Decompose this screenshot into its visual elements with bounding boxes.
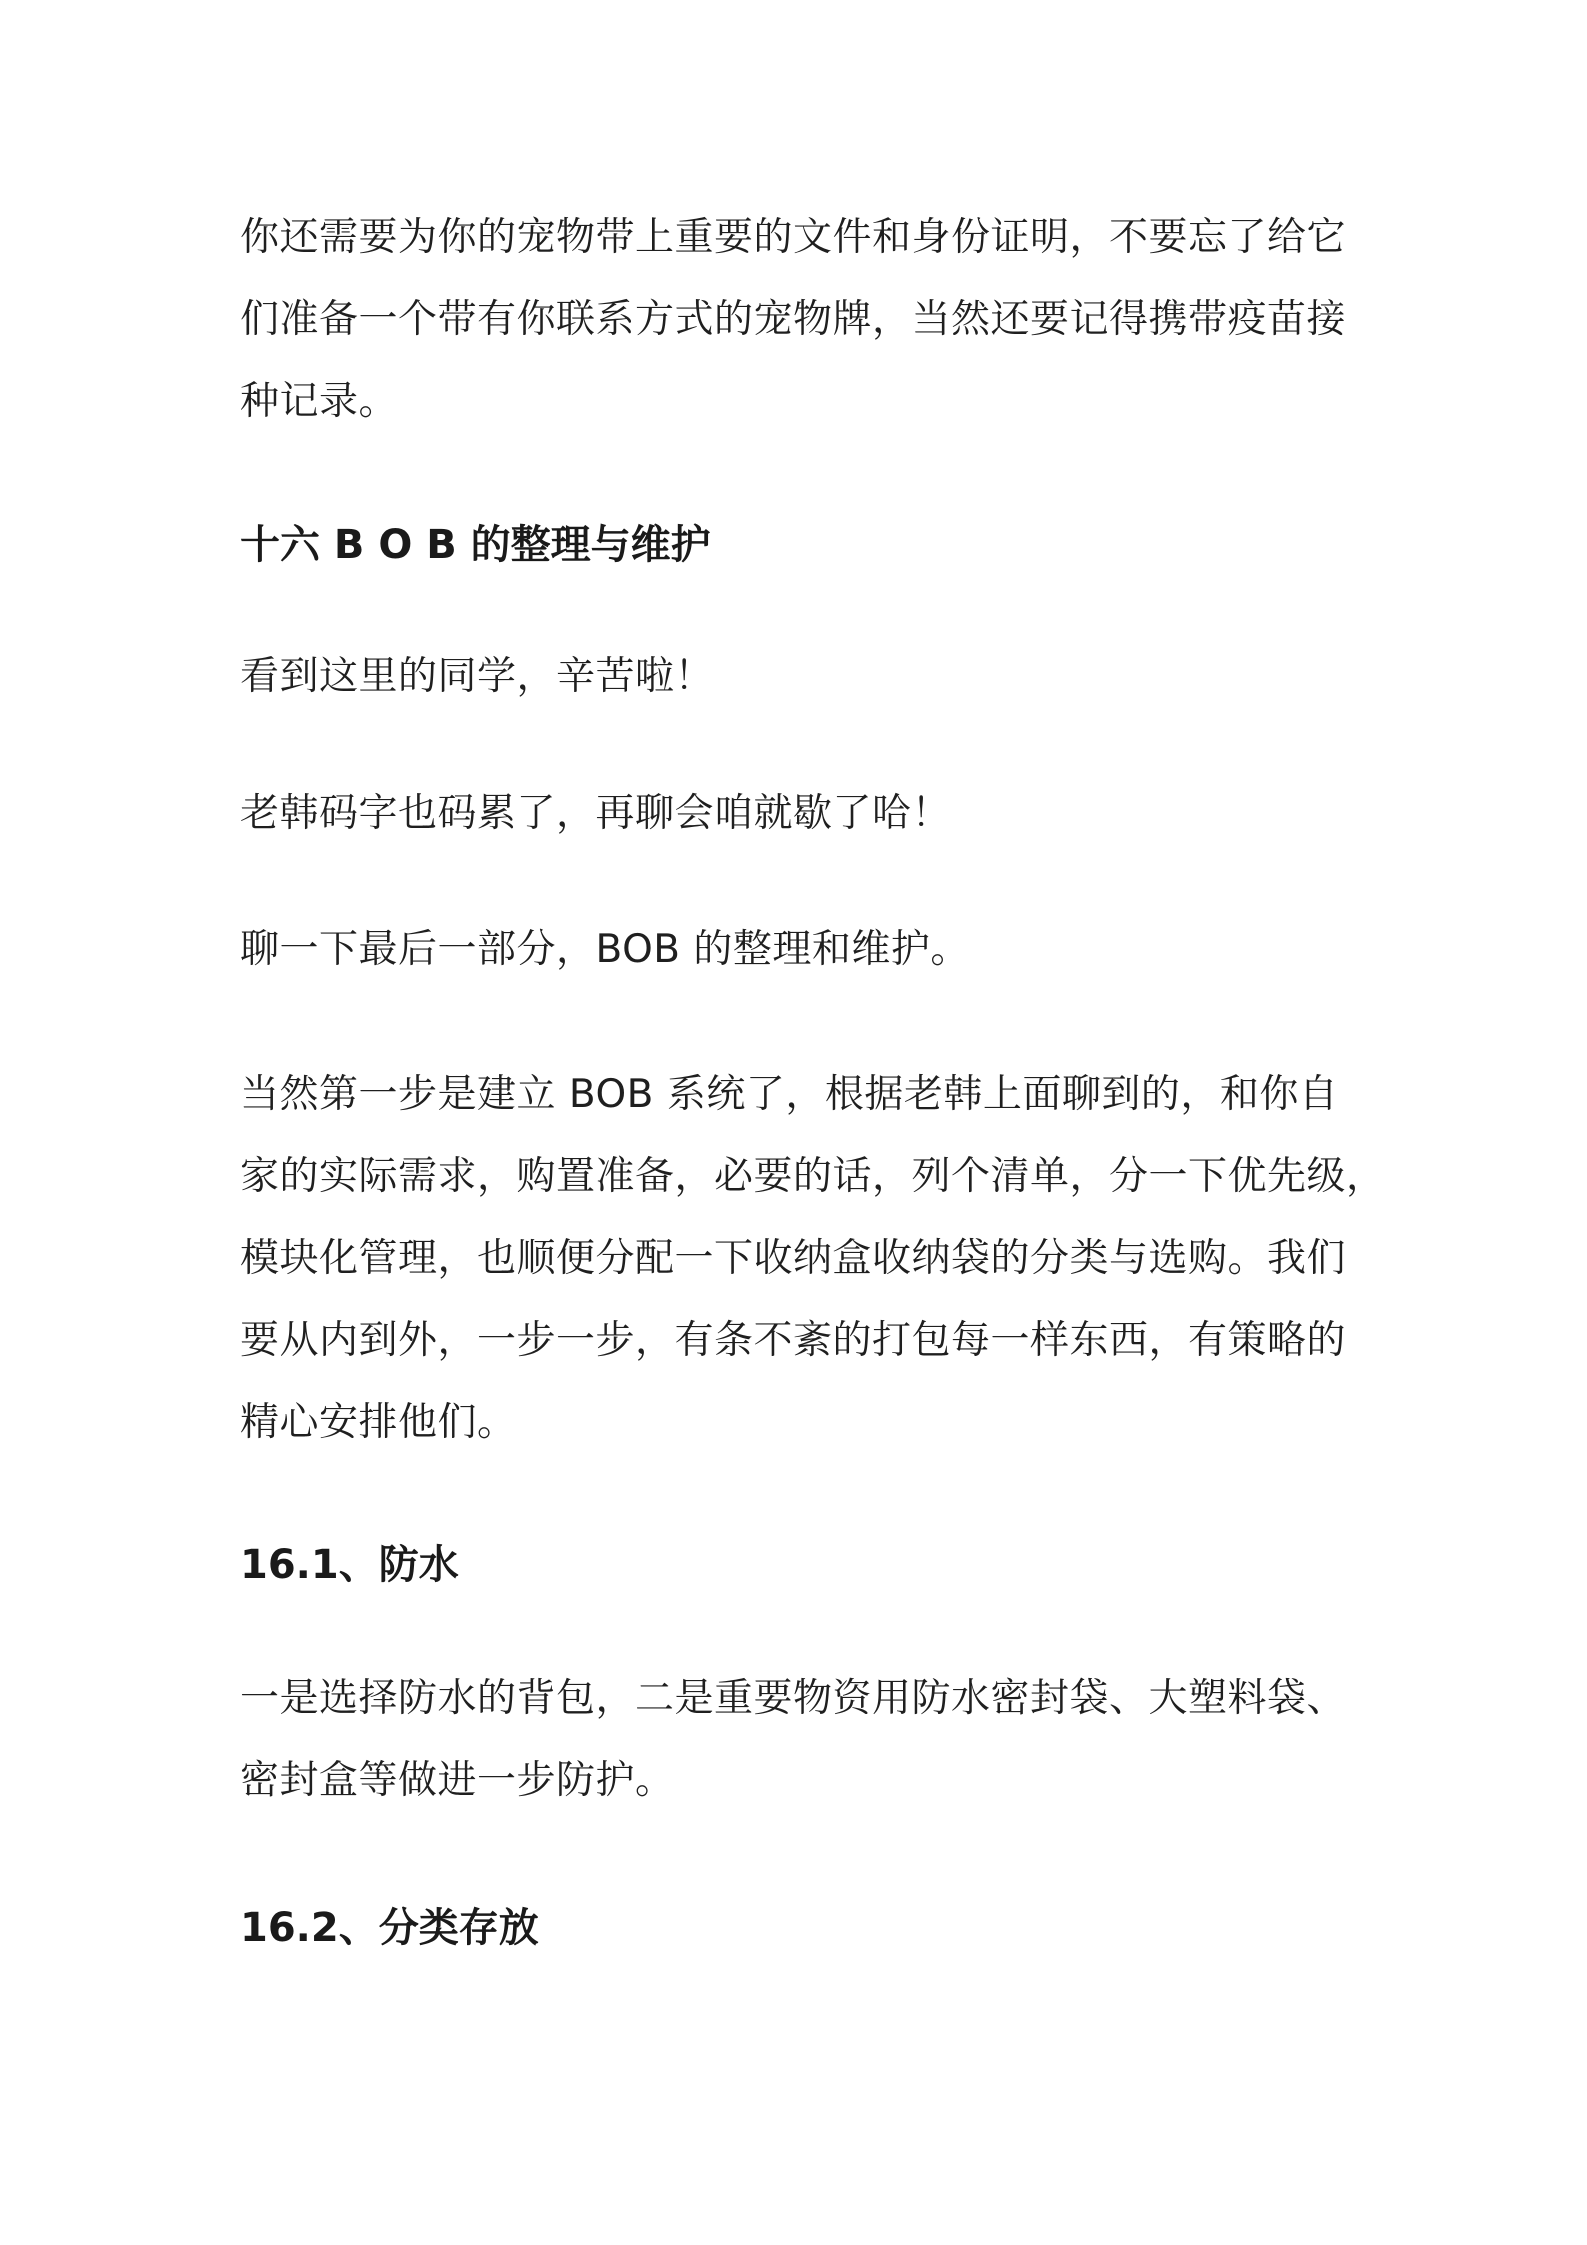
section-heading-16-1: 16.1、防水	[240, 1542, 459, 1588]
text-line: 一是选择防水的背包，二是重要物资用防水密封袋、大塑料袋、	[240, 1676, 1347, 1721]
text-line: 家的实际需求，购置准备，必要的话，列个清单，分一下优先级，	[240, 1154, 1386, 1199]
text-line: 种记录。	[240, 379, 399, 424]
paragraph-waterproof	[240, 1658, 1370, 1822]
text-line: 精心安排他们。	[240, 1400, 517, 1445]
paragraph-build-bob	[240, 1054, 1386, 1464]
paragraph-pet-documents	[240, 197, 1370, 443]
section-heading-16-2: 16.2、分类存放	[240, 1905, 539, 1951]
text-line: 当然第一步是建立 BOB 系统了，根据老韩上面聊到的，和你自	[240, 1072, 1339, 1117]
text-line: 看到这里的同学，辛苦啦！	[240, 654, 715, 699]
section-heading-16: 十六 B O B 的整理与维护	[240, 522, 711, 568]
text-line: 要从内到外，一步一步，有条不紊的打包每一样东西，有策略的	[240, 1318, 1347, 1363]
text-line: 你还需要为你的宠物带上重要的文件和身份证明，不要忘了给它	[240, 215, 1347, 260]
text-line: 们准备一个带有你联系方式的宠物牌，当然还要记得携带疫苗接	[240, 297, 1347, 342]
paragraph-last-part	[240, 909, 1370, 991]
paragraph-tired	[240, 773, 1370, 855]
text-line: 老韩码字也码累了，再聊会咱就歇了哈！	[240, 791, 952, 836]
text-line: 密封盒等做进一步防护。	[240, 1758, 675, 1803]
paragraph-thanks	[240, 636, 1370, 718]
text-line: 模块化管理，也顺便分配一下收纳盒收纳袋的分类与选购。我们	[240, 1236, 1347, 1281]
text-line: 聊一下最后一部分，BOB 的整理和维护。	[240, 927, 970, 972]
